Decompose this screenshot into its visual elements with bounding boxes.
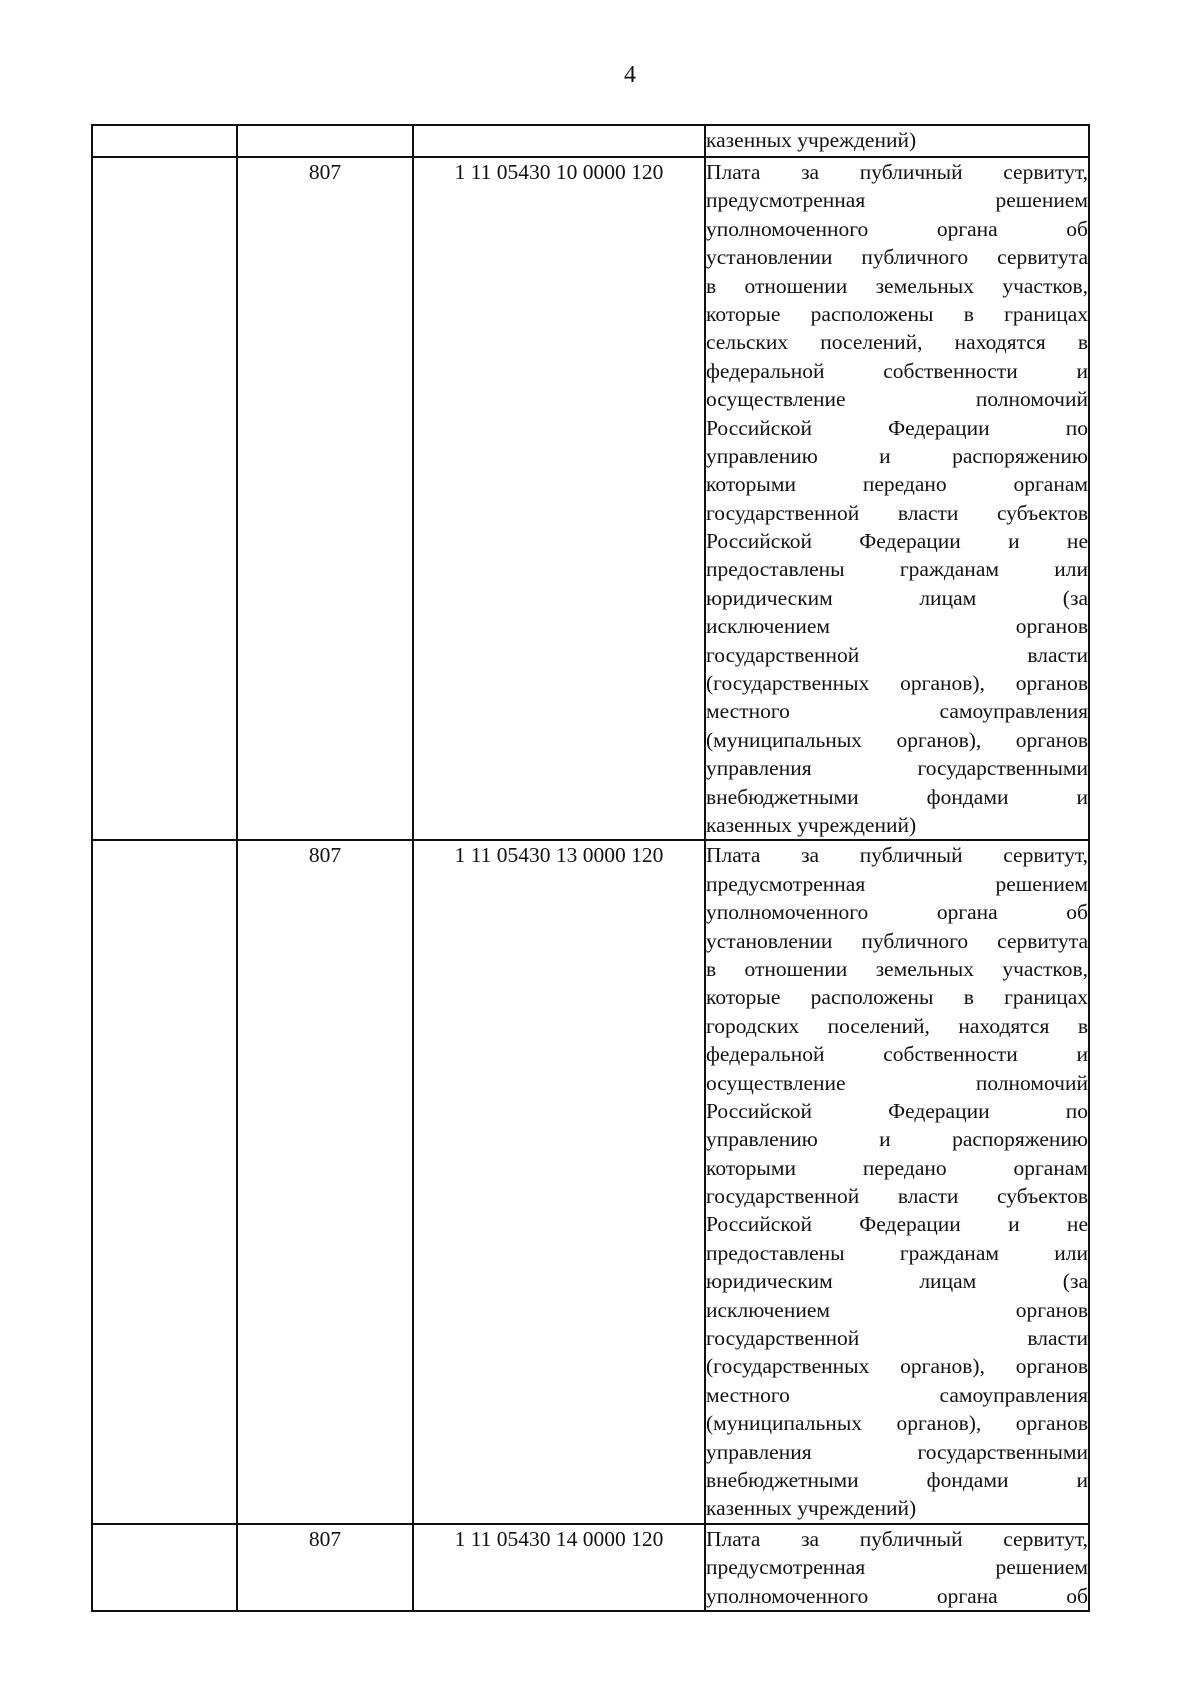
- kbk-cell: 1 11 05430 14 0000 120: [413, 1524, 705, 1611]
- description-line: городских поселений, находятся в: [706, 1013, 1088, 1038]
- description-cell: [705, 840, 1089, 1523]
- empty-cell: [92, 125, 237, 157]
- admin-code-cell: 807: [237, 1524, 413, 1611]
- description-line: исключением органов: [706, 614, 1088, 639]
- description-line: Российской Федерации по: [706, 1098, 1088, 1123]
- empty-cell: [92, 1524, 237, 1611]
- description-line: которые расположены в границах: [706, 301, 1088, 326]
- description-line: предусмотренная решением: [706, 188, 1088, 213]
- kbk-cell: 1 11 05430 13 0000 120: [413, 840, 705, 1523]
- description-line: Плата за публичный сервитут,: [706, 160, 1088, 184]
- description-line: предусмотренная решением: [706, 1555, 1088, 1580]
- description-line: управления государственными: [706, 1439, 1088, 1464]
- description-line: местного самоуправления: [706, 699, 1088, 724]
- description-line: уполномоченного органа об: [706, 1583, 1088, 1608]
- description-line: Плата за публичный сервитут,: [706, 1526, 1088, 1551]
- description-line: (государственных органов), органов: [706, 671, 1088, 696]
- description-line: (муниципальных органов), органов: [706, 727, 1088, 752]
- empty-cell: [237, 125, 413, 157]
- description-cell: [705, 157, 1089, 840]
- description-line: Российской Федерации и не: [706, 529, 1088, 554]
- description-line: Плата за публичный сервитут,: [706, 843, 1088, 868]
- table-row: [92, 840, 1089, 1523]
- description-line: юридическим лицам (за: [706, 585, 1088, 610]
- description-line: внебюджетными фондами и: [706, 1467, 1088, 1492]
- description-line: казенных учреждений): [706, 1496, 917, 1521]
- description-line: казенных учреждений): [706, 128, 917, 152]
- description-line: местного самоуправления: [706, 1382, 1088, 1407]
- description-line: управления государственными: [706, 756, 1088, 781]
- admin-code-cell: 807: [237, 840, 413, 1523]
- description-line: Российской Федерации по: [706, 415, 1088, 440]
- description-line: федеральной собственности и: [706, 358, 1088, 383]
- empty-cell: [92, 840, 237, 1523]
- description-line: государственной власти: [706, 642, 1088, 667]
- description-line: которыми передано органам: [706, 1155, 1088, 1180]
- description-line: казенных учреждений): [706, 812, 917, 837]
- revenue-table: [91, 124, 1090, 1612]
- description-cell: [705, 125, 1089, 157]
- description-cell: [705, 1524, 1089, 1611]
- description-line: уполномоченного органа об: [706, 216, 1088, 241]
- description-line: управлению и распоряжению: [706, 1127, 1088, 1152]
- description-line: управлению и распоряжению: [706, 443, 1088, 468]
- kbk-cell: 1 11 05430 10 0000 120: [413, 157, 705, 840]
- table-row: [92, 1524, 1089, 1611]
- description-line: предоставлены гражданам или: [706, 557, 1088, 582]
- admin-code-cell: 807: [237, 157, 413, 840]
- empty-cell: [92, 157, 237, 840]
- page-number: 4: [624, 62, 636, 88]
- description-line: государственной власти субъектов: [706, 1184, 1088, 1209]
- description-line: в отношении земельных участков,: [706, 273, 1088, 298]
- description-line: юридическим лицам (за: [706, 1269, 1088, 1294]
- description-line: сельских поселений, находятся в: [706, 330, 1088, 355]
- description-line: которыми передано органам: [706, 472, 1088, 497]
- description-line: (государственных органов), органов: [706, 1354, 1088, 1379]
- description-line: государственной власти субъектов: [706, 500, 1088, 525]
- description-line: установлении публичного сервитута: [706, 245, 1088, 270]
- table-row: [92, 157, 1089, 840]
- description-line: установлении публичного сервитута: [706, 928, 1088, 953]
- description-line: федеральной собственности и: [706, 1042, 1088, 1067]
- description-line: осуществление полномочий: [706, 387, 1088, 412]
- empty-cell: [413, 125, 705, 157]
- description-line: государственной власти: [706, 1326, 1088, 1351]
- description-line: осуществление полномочий: [706, 1070, 1088, 1095]
- description-line: предусмотренная решением: [706, 871, 1088, 896]
- table-row-continued: [92, 125, 1089, 157]
- description-line: внебюджетными фондами и: [706, 784, 1088, 809]
- description-line: в отношении земельных участков,: [706, 956, 1088, 981]
- description-line: Российской Федерации и не: [706, 1212, 1088, 1237]
- description-line: уполномоченного органа об: [706, 900, 1088, 925]
- description-line: которые расположены в границах: [706, 985, 1088, 1010]
- description-line: предоставлены гражданам или: [706, 1240, 1088, 1265]
- description-line: (муниципальных органов), органов: [706, 1411, 1088, 1436]
- description-line: исключением органов: [706, 1297, 1088, 1322]
